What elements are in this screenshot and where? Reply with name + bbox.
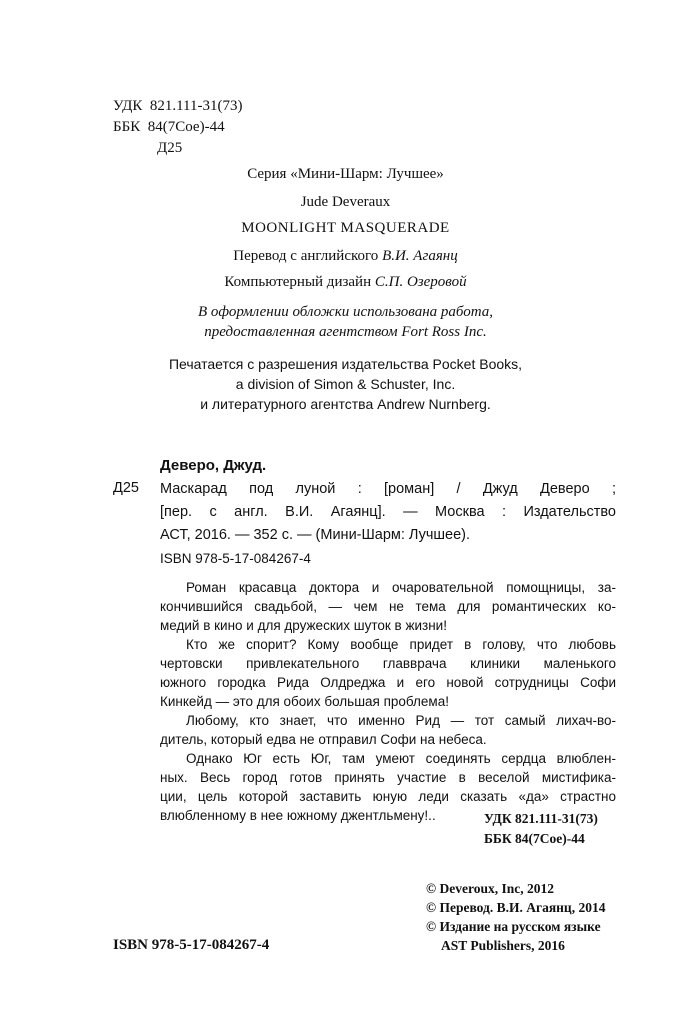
footer-udk: УДК 821.111-31(73)	[484, 811, 598, 826]
annotation	[160, 578, 616, 825]
udk-line	[113, 96, 242, 116]
annotation-paragraph	[160, 578, 616, 635]
annotation-line: дитель, который едва не отправил Софи на небеса.	[160, 732, 487, 747]
translator-name: В.И. Агаянц	[382, 248, 458, 264]
annotation-paragraph	[160, 635, 616, 711]
cover-note-line: В оформлении обложки использована работа,	[197, 304, 493, 320]
annotation-line: чертовски привлекательного главврача клиники маленького	[160, 656, 616, 671]
bib-isbn: ISBN 978-5-17-084267-4	[160, 551, 311, 566]
bib-line: Маскарад под луной : [роман] / Джуд Деверо ;	[160, 481, 616, 497]
copyright-line: © Перевод. В.И. Агаянц, 2014	[426, 900, 606, 915]
bib-author-heading: Деверо, Джуд.	[160, 457, 267, 474]
translation-prefix: Перевод с английского	[233, 248, 383, 264]
translation-credit	[60, 246, 631, 266]
designer-name: С.П. Озеровой	[374, 274, 467, 290]
bottom-isbn: ISBN 978-5-17-084267-4	[113, 937, 270, 953]
author-mark: Д25	[157, 140, 183, 156]
permission-line: Печатается с разрешения издательства Pocket Books,	[168, 356, 523, 372]
annotation-line: ных. Весь город готов принять участие в веселой мистифика-	[160, 770, 616, 785]
bib-record	[160, 478, 616, 547]
annotation-line: влюбленному в нее южному джентльмену!..	[160, 808, 436, 823]
copyright-line: © Deveroux, Inc, 2012	[426, 881, 554, 896]
udk-value: 821.111-31(73)	[149, 98, 243, 114]
annotation-line: медий в кино и для дружеских шуток в жизни!	[160, 618, 447, 633]
annotation-line: кончившийся свадьбой, — чем не тема для романтических ко-	[160, 599, 616, 614]
annotation-line: ции, цель которой заставить юную леди сказать «да» страстно	[160, 789, 616, 804]
bbk-value: 84(7Сое)-44	[147, 119, 225, 135]
bib-line: АСТ, 2016. — 352 с. — (Мини-Шарм: Лучшее).	[160, 527, 471, 543]
bib-line: [пер. с англ. В.И. Агаянц]. — Москва : Издательство	[160, 504, 616, 520]
bbk-label: ББК	[113, 119, 141, 135]
copyright-line: © Издание на русском языке	[426, 919, 601, 934]
bib-mark: Д25	[113, 480, 139, 496]
permission-line: и литературного агентства Andrew Nurnberg.	[200, 396, 491, 412]
design-credit	[60, 272, 631, 292]
series-title: Серия «Мини-Шарм: Лучшее»	[247, 166, 444, 182]
annotation-line: Роман красавца доктора и очаровательной помощницы, за-	[186, 580, 616, 595]
cover-note-line: предоставленная агентством Fort Ross Inc.	[204, 324, 487, 340]
copyright-line: AST Publishers, 2016	[441, 938, 565, 953]
annotation-line: Однако Юг есть Юг, там умеют соединять сердца влюблен-	[186, 751, 616, 766]
original-author: Jude Deveraux	[300, 194, 391, 210]
permission-line: a division of Simon & Schuster, Inc.	[235, 376, 456, 392]
annotation-line: южного городка Рида Олдреджа и его новой сотрудницы Софи	[160, 675, 616, 690]
annotation-line: Кинкейд — это для обоих большая проблема!	[160, 694, 449, 709]
annotation-paragraph	[160, 711, 616, 749]
annotation-line: Любому, кто знает, что именно Рид — тот самый лихач-во-	[186, 713, 616, 728]
bbk-line	[113, 117, 225, 137]
annotation-line: Кто же спорит? Кому вообще придет в голову, что любовь	[186, 637, 616, 652]
footer-bbk: ББК 84(7Сое)-44	[484, 831, 585, 846]
udk-label: УДК	[113, 98, 143, 114]
original-title: MOONLIGHT MASQUERADE	[241, 220, 450, 236]
design-prefix: Компьютерный дизайн	[224, 274, 375, 290]
